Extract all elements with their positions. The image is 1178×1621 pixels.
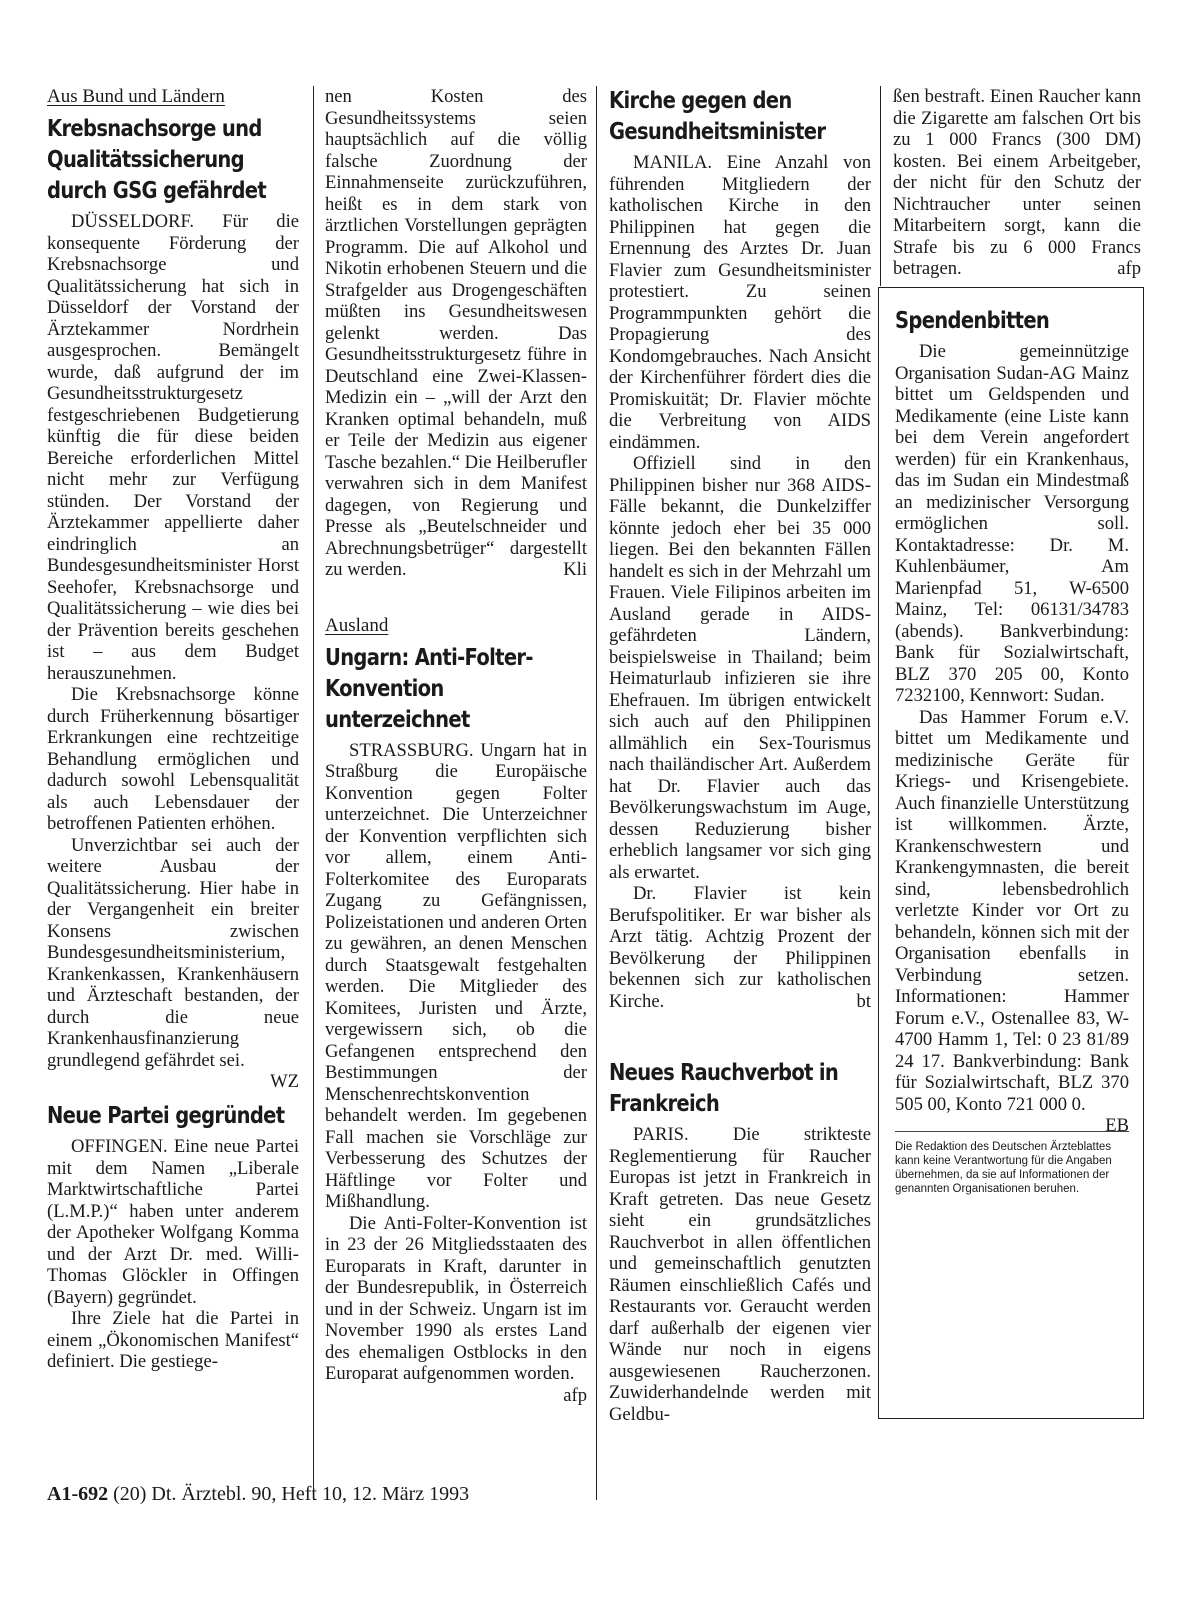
issue-reference: (20) Dt. Ärztebl. 90, Heft 10, 12. März 1993 <box>113 1483 470 1505</box>
paragraph-text: Die Anti-Folter-Konvention ist in 23 der 26 Mitgliedsstaaten des Europarats in Kraft, darunter in der Bundesrepublik, in Österreich und in der Schweiz. Ungarn ist im November 1990 als erstes Land des ehemaligen Ostblocks in den Europarat aufgenommen worden. <box>325 1212 587 1384</box>
author-initials: bt <box>856 990 871 1012</box>
column-4 <box>893 86 1141 280</box>
section-label: Ausland <box>325 614 389 636</box>
column-rule <box>596 86 597 1500</box>
paragraph-text: Unverzichtbar sei auch der weitere Ausbau der Qualitätssicherung. Hier habe in der Vergangenheit ein breiter Konsens zwischen Bundesgesundheitsministerium, Krankenkassen, Krankenhäusern und Ärzteschaft bestanden, der durch die neue Krankenhausfinanzierung grundlegend gefährdet sei. <box>47 834 299 1071</box>
paragraph <box>47 834 299 1092</box>
article-title: Krebsnachsorge und Qualitätssicherung durch GSG gefährdet <box>47 116 267 204</box>
paragraph-text: nen Kosten des Gesundheitssystems seien hauptsächlich auf die völlig falsche Zuordnung der Einnahmenseite zurückzuführen, heißt es in dem stark von ärztlichen Vorstellungen geprägten Programm. Die auf Alkohol und Nikotin erhobenen Steuern und die Strafgelder aus Drogengeschäften müßten ins Gesundheitswesen gelenkt werden. Das Gesundheitsstrukturgesetz führe in Deutschland eine Zwei-Klassen-Medizin ein – „will der Arzt den Kranken optimal behandeln, muß er Teile der Medizin aus eigener Tasche bezahlen.“ Die Heilberufler verwahren sich in dem Manifest dagegen, von Regierung und Presse als „Beutelschneider und Abrechnungsbetrüger“ dargestellt zu werden. <box>325 86 587 580</box>
paragraph: STRASSBURG. Ungarn hat in Straßburg die Europäische Konvention gegen Folter unterzeichnet. Die Unterzeichner der Konvention verpflichten sich vor allem, einem Anti-Folterkomitee des Europarats Zugang zu Gefängnissen, Polizeistationen und anderen Orten zu gewähren, an denen Menschen durch Staatsgewalt festgehalten werden. Die Mitglieder des Komitees, Juristen und Ärzte, vergewissern sich, ob die Gefangenen entsprechend den Bestimmungen der Menschenrechtskonvention behandelt werden. Im gegebenen Fall machen sie Vorschläge zur Verbesserung des Schutzes der Häftlinge vor Folter und Mißhandlung. <box>325 739 587 1212</box>
paragraph: MANILA. Eine Anzahl von führenden Mitgliedern der katholischen Kirche in den Philippinen hat gegen die Ernennung des Arztes Dr. Juan Flavier zum Gesundheitsminister protestiert. Zu seinen Programmpunkten gehört die Propagierung des Kondomgebrauches. Nach Ansicht der Kirchenführer fördert dies die Promiskuität; Dr. Flavier möchte die Verbreitung von AIDS eindämmen. <box>609 152 871 453</box>
column-rule <box>313 86 314 1500</box>
paragraph-text: Dr. Flavier ist kein Berufspolitiker. Er war bisher als Arzt tätig. Achtzig Prozent der Bevölkerung der Philippinen bekennen sich zur katholischen Kirche. <box>609 883 871 1012</box>
paragraph: OFFINGEN. Eine neue Partei mit dem Namen „Liberale Marktwirtschaftliche Partei (L.M.P.)“ haben unter anderem der Apotheker Wolfgang Komma und der Arzt Dr. med. Willi-Thomas Glöckler in Offingen (Bayern) gegründet. <box>47 1136 299 1308</box>
paragraph <box>325 1212 587 1406</box>
author-initials: afp <box>563 1384 587 1406</box>
paragraph <box>325 86 587 581</box>
page-footer <box>47 1481 469 1507</box>
author-initials: Kli <box>563 559 587 580</box>
page-number: A1-692 <box>47 1483 109 1505</box>
box-title: Spendenbitten <box>895 308 1050 334</box>
paragraph: PARIS. Die strikteste Reglementierung für Raucher Europas ist jetzt in Frankreich in Kraft getreten. Das neue Gesetz sieht ein grundsätzliches Rauchverbot in allen öffentlichen und gemeinschaftlich genutzten Räumen einschließlich Cafés und Restaurants vor. Geraucht werden darf außerhalb der eigenen vier Wände nur noch in eigens ausgewiesenen Raucherzonen. Zuwiderhandelnde werden mit Geldbu- <box>609 1124 871 1425</box>
paragraph <box>609 883 871 1012</box>
section-label: Aus Bund und Ländern <box>47 86 225 107</box>
article-title: Neues Rauchverbot in Frankreich <box>609 1060 839 1117</box>
paragraph <box>895 706 1129 1136</box>
paragraph-text: Das Hammer Forum e.V. bittet um Medikamente und medizinische Geräte für Kriegs- und Krisengebiete. Auch finanzielle Unterstützung ist willkommen. Ärzte, Krankenschwestern und Krankengymnasten, die bereit sind, lebensbedrohlich verletzte Kinder vor Ort zu behandeln, können sich mit der Organisation ebenfalls in Verbindung setzen. Informationen: Hammer Forum e.V., Ostenallee 83, W-4700 Hamm 1, Tel: 0 23 81/89 24 17. Bankverbindung: Bank für Sozialwirtschaft, BLZ 370 505 00, Konto 721 000 0. <box>895 706 1129 1115</box>
column-2 <box>325 86 587 1406</box>
paragraph <box>893 86 1141 280</box>
paragraph: Offiziell sind in den Philippinen bisher nur 368 AIDS-Fälle bekannt, die Dunkelziffer könnte jedoch eher bei 35 000 liegen. Bei den bekannten Fällen handelt es sich in der Mehrzahl um Frauen. Viele Filipinos arbeiten im Ausland gerade in AIDS-gefährdeten Ländern, beispielsweise in Thailand; beim Heimaturlaub infizieren sie ihre Ehefrauen. Im übrigen entwickelt sich auch auf den Philippinen allmählich ein Sex-Tourismus nach thailändischer Art. Außerdem hat Dr. Flavier auch das Bevölkerungswachstum im Auge, dessen Reduzierung bisher erheblich langsamer vor sich ging als erwartet. <box>609 453 871 883</box>
author-initials: EB <box>1105 1115 1129 1136</box>
column-rule <box>880 86 881 286</box>
article-title: Kirche gegen den Gesundheitsminister <box>609 88 826 145</box>
paragraph: Ihre Ziele hat die Partei in einem „Ökonomischen Manifest“ definiert. Die gestiege- <box>47 1308 299 1372</box>
paragraph: Die Krebsnachsorge könne durch Früherkennung bösartiger Erkrankungen eine rechtzeitige Behandlung ermöglichen und dadurch sowohl Lebensqualität als auch Lebensdauer der betroffenen Patienten erhöhen. <box>47 684 299 834</box>
article-title: Neue Partei gegründet <box>47 1103 285 1129</box>
editorial-disclaimer: Die Redaktion des Deutschen Ärzteblattes kann keine Verantwortung für die Angaben übernehmen, da sie auf Informationen der genannten Organisationen beruhen. <box>895 1131 1129 1196</box>
author-initials: afp <box>1117 258 1141 279</box>
donation-appeal-box <box>878 287 1144 1419</box>
paragraph: Die gemeinnützige Organisation Sudan-AG Mainz bittet um Geldspenden und Medikamente (eine Liste kann bei dem Verein angefordert werden) für ein Krankenhaus, das im Sudan ein Mindestmaß an medizinischer Versorgung ermöglichen soll. Kontaktadresse: Dr. M. Kuhlenbäumer, Am Marienpfad 51, W-6500 Mainz, Tel: 06131/34783 (abends). Bankverbindung: Bank für Sozialwirtschaft, BLZ 370 205 00, Konto 7232100, Kennwort: Sudan. <box>895 341 1129 706</box>
author-initials: WZ <box>270 1071 299 1092</box>
column-3 <box>609 86 871 1425</box>
column-1 <box>47 86 299 1373</box>
paragraph-text: ßen bestraft. Einen Raucher kann die Zigarette am falschen Ort bis zu 1 000 Francs (300 DM) kosten. Bei einem Arbeitgeber, der nicht für den Schutz der Nichtraucher unter seinen Mitarbeitern sorgt, kann die Strafe bis zu 6 000 Francs betragen. <box>893 86 1141 279</box>
paragraph: DÜSSELDORF. Für die konsequente Förderung der Krebsnachsorge und Qualitätssicherung hat sich in Düsseldorf der Vorstand der Ärztekammer Nordrhein ausgesprochen. Bemängelt wurde, daß aufgrund der im Gesundheitsstrukturgesetz festgeschriebenen Budgetierung künftig die für diese beiden Bereiche erforderlichen Mittel nicht mehr zur Verfügung stünden. Der Vorstand der Ärztekammer appellierte daher eindringlich an Bundesgesundheitsminister Horst Seehofer, Krebsnachsorge und Qualitätssicherung – wie dies bei der Prävention bereits geschehen ist – aus dem Budget herauszunehmen. <box>47 211 299 684</box>
article-title: Ungarn: Anti-Folter-Konvention unterzeichnet <box>325 644 533 733</box>
